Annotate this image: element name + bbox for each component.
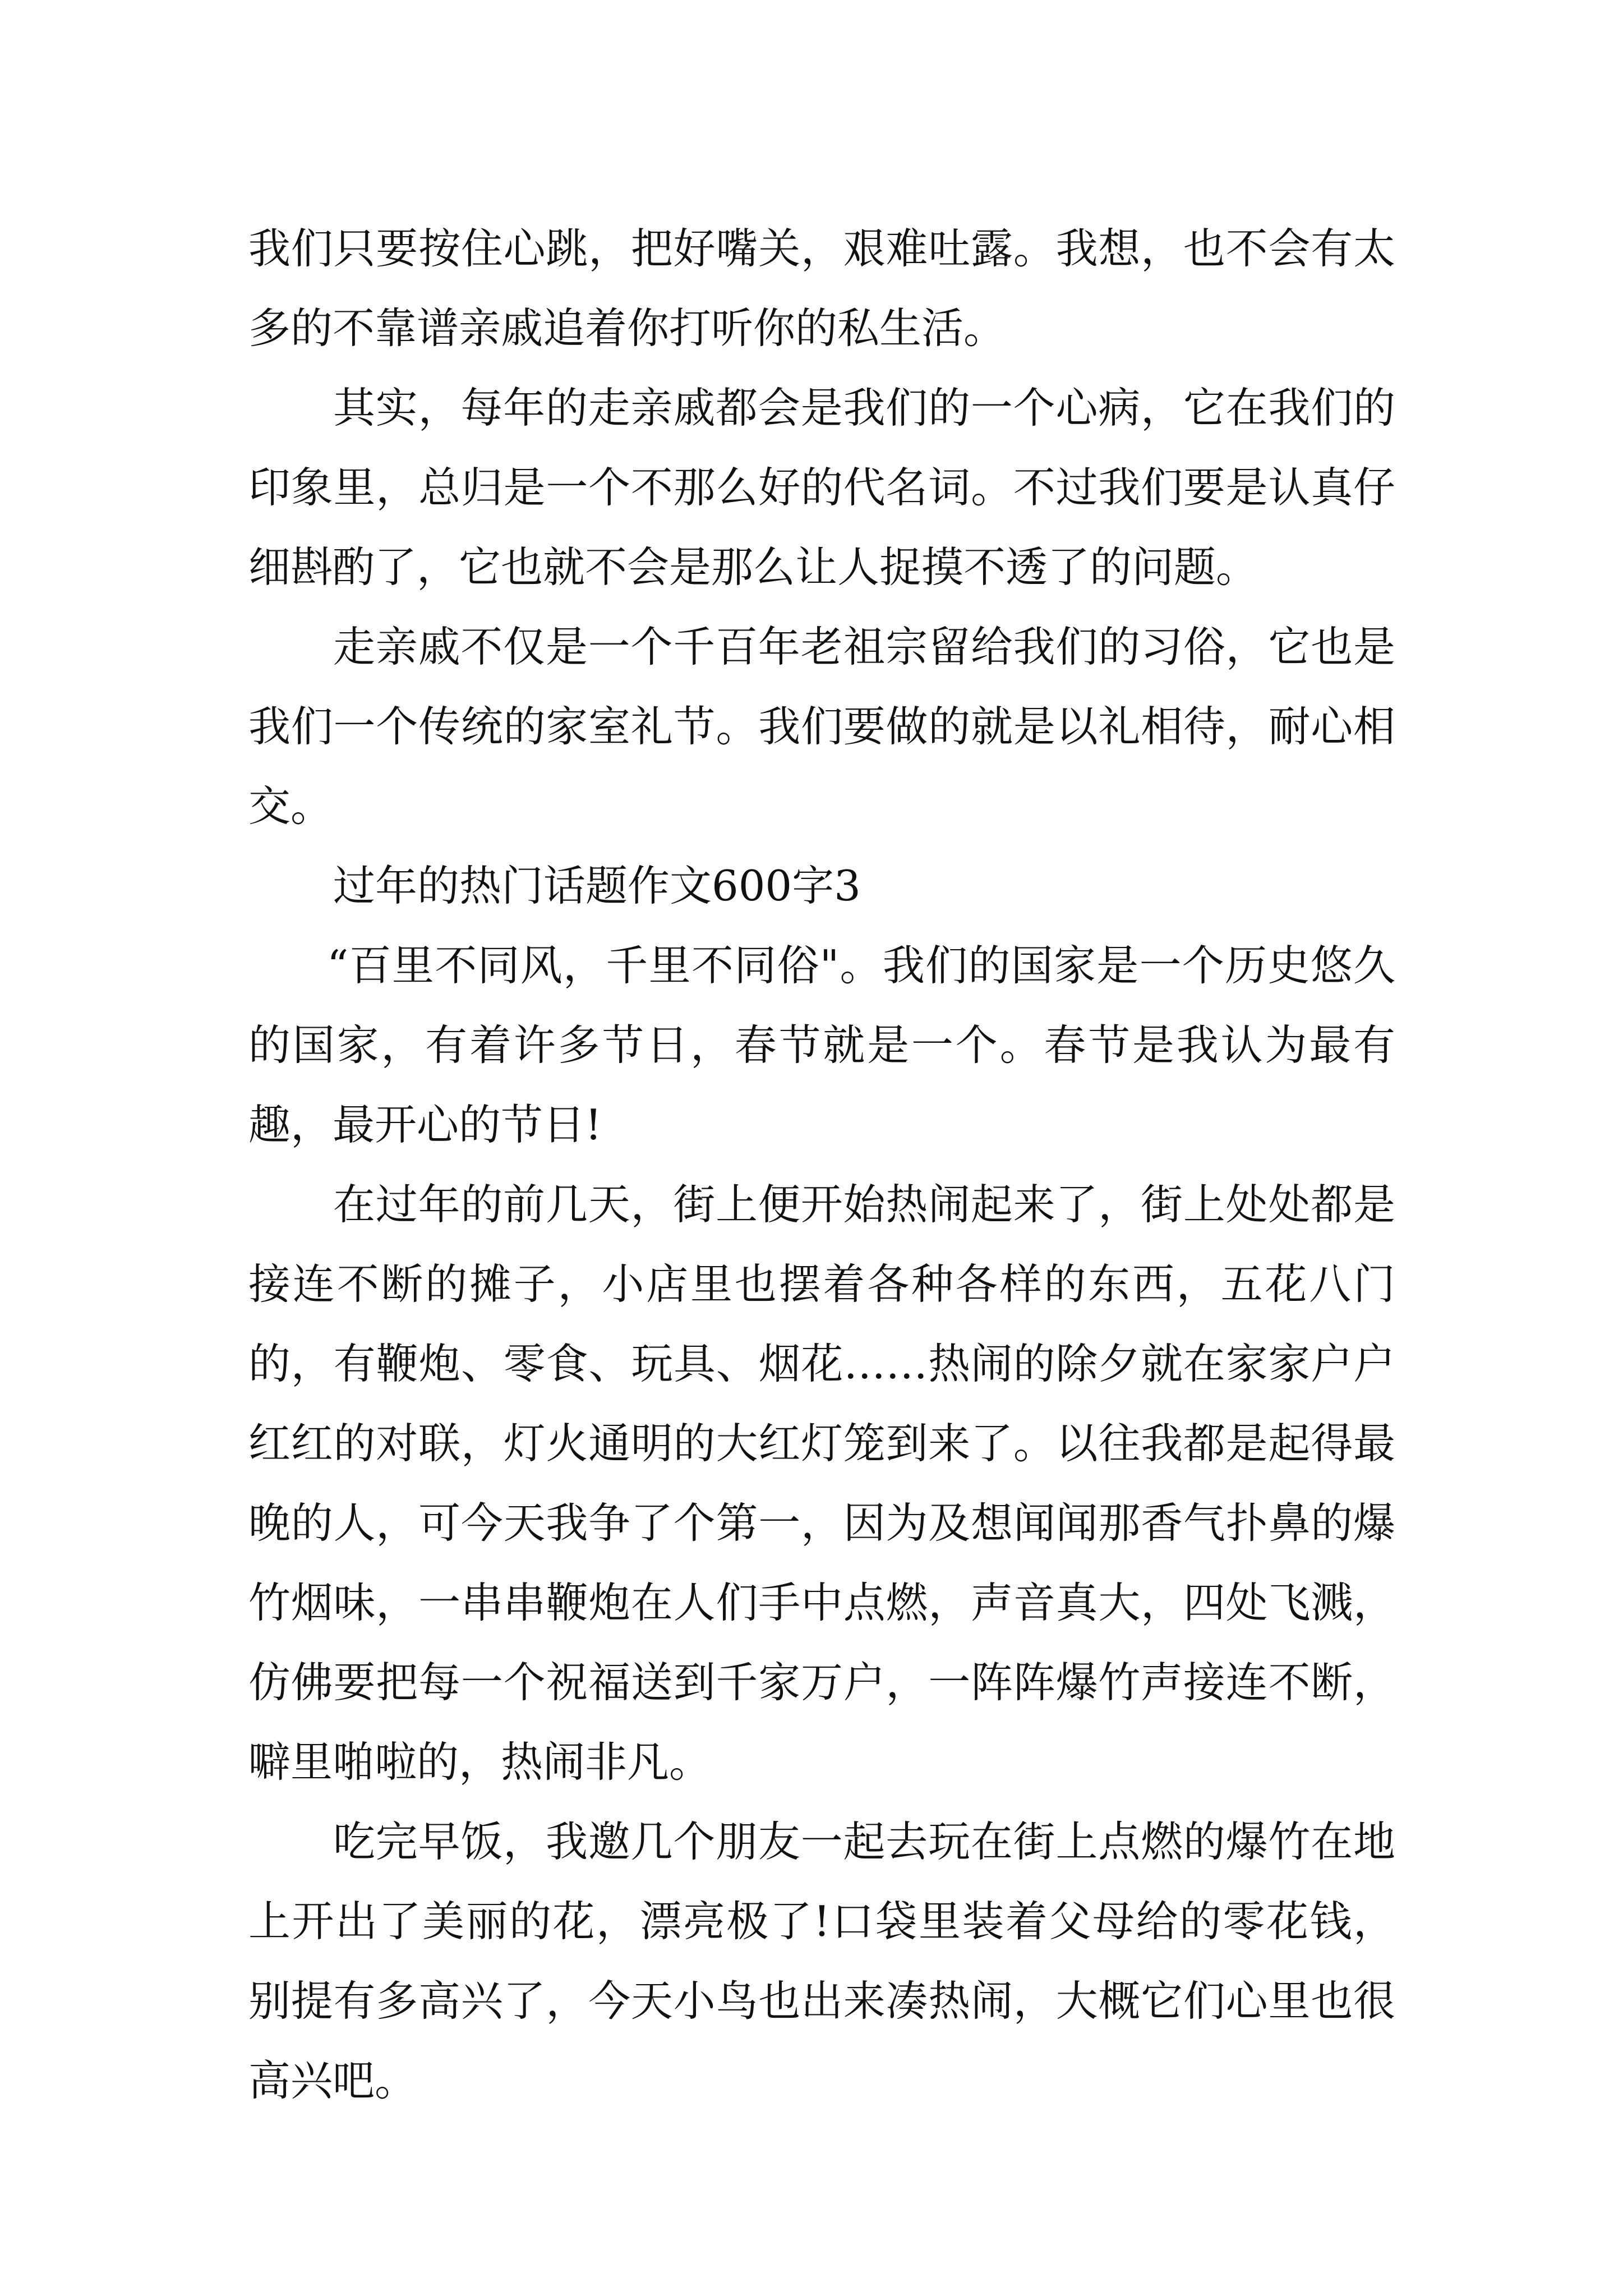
section-heading: 过年的热门话题作文600字3 — [333, 861, 861, 910]
paragraph-2: 其实，每年的走亲戚都会是我们的一个心病，它在我们的印象里，总归是一个不那么好的代名词。不过我们要是认真仔细斟酌了，它也就不会是那么让人捉摸不透了的问题。 — [248, 383, 1395, 592]
paragraph-6: 吃完早饭，我邀几个朋友一起去玩在街上点燃的爆竹在地上开出了美丽的花，漂亮极了!口袋里装着父母给的零花钱，别提有多高兴了，今天小鸟也出来凑热闹，大概它们心里也很高兴吧。 — [248, 1817, 1395, 2105]
document-body — [248, 209, 1395, 2120]
paragraph-5: 在过年的前几天，街上便开始热闹起来了，街上处处都是接连不断的摊子，小店里也摆着各种各样的东西，五花八门的，有鞭炮、零食、玩具、烟花……热闹的除夕就在家家户户红红的对联，灯火通明的大红灯笼到来了。以往我都是起得最晚的人，可今天我争了个第一，因为及想闻闻那香气扑鼻的爆竹烟味，一串串鞭炮在人们手中点燃，声音真大，四处飞溅，仿佛要把每一个祝福送到千家万户，一阵阵爆竹声接连不断，噼里啪啦的，热闹非凡。 — [248, 1180, 1395, 1787]
paragraph-3: 走亲戚不仅是一个千百年老祖宗留给我们的习俗，它也是我们一个传统的家室礼节。我们要做的就是以礼相待，耐心相交。 — [248, 622, 1395, 831]
paragraph-4: “百里不同风，千里不同俗"。我们的国家是一个历史悠久的国家，有着许多节日，春节就是一个。春节是我认为最有趣，最开心的节日! — [248, 941, 1395, 1149]
paragraph-1: 我们只要按住心跳，把好嘴关，艰难吐露。我想，也不会有太多的不靠谱亲戚追着你打听你的私生活。 — [248, 224, 1395, 353]
